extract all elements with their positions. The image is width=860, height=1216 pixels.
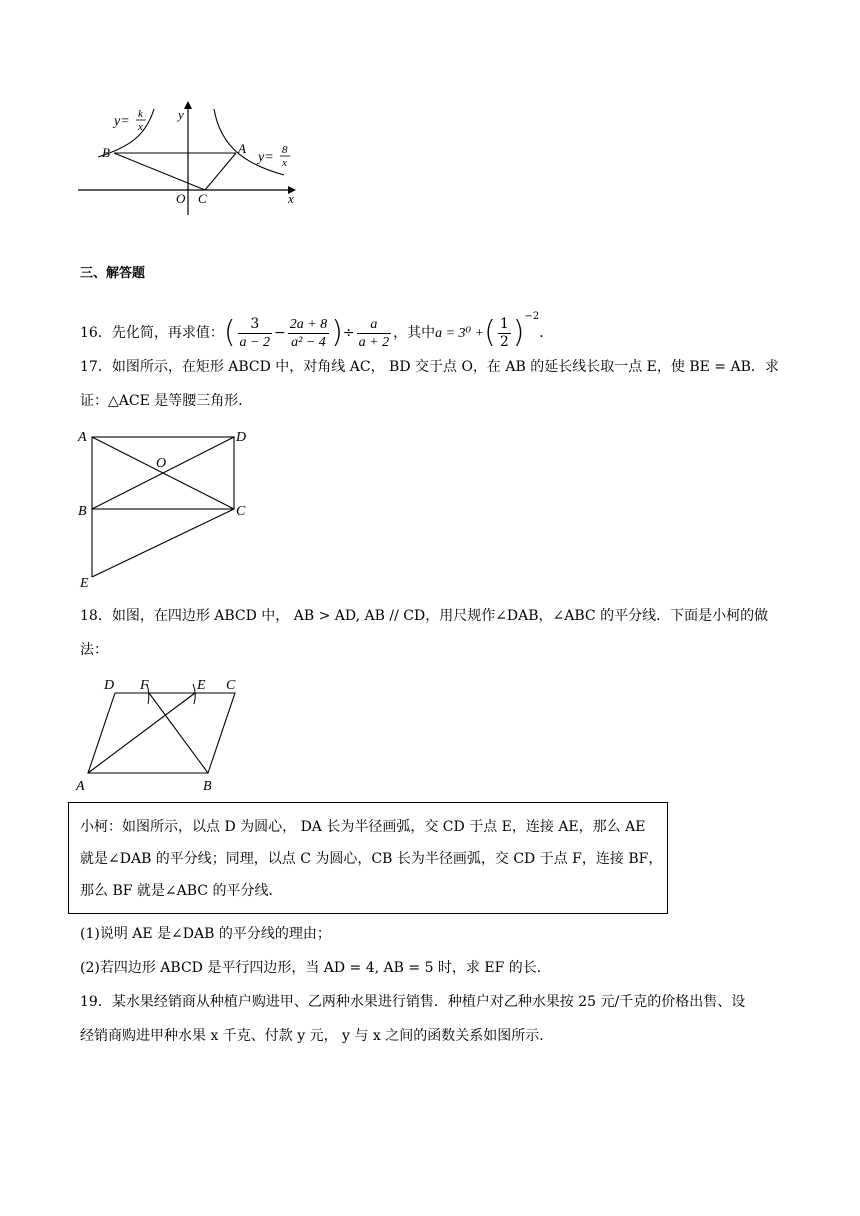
question-17-line2: 证：△ACE 是等腰三角形．: [80, 393, 253, 409]
label-A: A: [78, 430, 87, 445]
label-x-den2: x: [282, 157, 287, 169]
question-17-line1: 17．如图所示，在矩形 ABCD 中，对角线 AC， BD 交于点 O，在 AB 的延长线长取一点 E，使 BE = AB．求: [80, 359, 779, 375]
label-E: E: [80, 576, 89, 590]
label-B: B: [78, 504, 87, 519]
label-point-A: A: [238, 141, 246, 156]
question-19-line1: 19．某水果经销商从种植户购进甲、乙两种水果进行销售．种植户对乙种水果按 25 元/千克的价格出售、设: [80, 994, 746, 1010]
label-C: C: [226, 678, 236, 693]
label-point-B: B: [102, 145, 110, 160]
label-C: C: [236, 504, 246, 519]
q16-fraction-1: $\frac{3}{a - 2}$: [239, 315, 270, 350]
question-18-part-1: (1)说明 AE 是∠DAB 的平分线的理由；: [80, 926, 331, 942]
label-O: O: [156, 456, 167, 471]
q16-paren-close-2: ): [512, 315, 525, 350]
figure-17-rectangle: [72, 425, 262, 590]
q16-exponent: −2: [524, 311, 540, 322]
method-line-2: 就是∠DAB 的平分线；同理，以点 C 为圆心，CB 长为半径画弧，交 CD 于点 F，连接 BF，: [80, 851, 663, 867]
q16-fraction-2: $\frac{2a + 8}{\text{a² − 4}}$: [289, 316, 328, 350]
question-16: [80, 298, 554, 350]
q16-mid: ，其中: [393, 325, 436, 341]
q16-divide: ÷: [342, 325, 355, 341]
question-18-part-2: (2)若四边形 ABCD 是平行四边形，当 AD = 4, AB = 5 时，求 EF 的长．: [80, 960, 551, 976]
label-point-C: C: [198, 191, 207, 206]
segment-BC: [114, 153, 205, 190]
label-y-eq-8-over-x: y=: [258, 150, 274, 165]
label-x-den: x: [138, 121, 143, 133]
label-B: B: [203, 779, 212, 794]
q16-paren-open: (: [223, 315, 236, 350]
label-A: A: [76, 779, 85, 794]
label-D: D: [104, 678, 115, 693]
segment-CE: [92, 509, 234, 577]
label-point-O: O: [176, 191, 186, 206]
method-box: [68, 802, 668, 914]
q16-minus: −: [274, 325, 286, 341]
method-line-3: 那么 BF 就是∠ABC 的平分线．: [80, 883, 283, 899]
label-E: E: [197, 678, 206, 693]
label-x-axis: x: [288, 191, 294, 206]
figure-15-hyperbola: [70, 95, 310, 220]
label-k: k: [138, 108, 143, 120]
segment-AC: [205, 153, 236, 190]
figure-18-quadrilateral: [70, 672, 260, 797]
hyperbola-right: [214, 109, 284, 175]
q16-end: ．: [539, 325, 554, 341]
section-title: 三、解答题: [80, 266, 146, 281]
q16-paren-open-2: (: [484, 315, 496, 350]
label-F: F: [140, 678, 149, 693]
y-axis-arrow: [184, 101, 192, 109]
method-line-1: 小柯：如图所示，以点 D 为圆心， DA 长为半径画弧，交 CD 于点 E，连接 AE，那么 AE: [80, 819, 646, 835]
label-D: D: [236, 430, 247, 445]
label-y-axis: y: [178, 107, 184, 122]
q16-fraction-3: $\frac{a}{a + 2}$: [358, 316, 390, 350]
q16-expr: a = 3⁰ +: [435, 326, 485, 341]
quadrilateral-ABCD: [88, 693, 235, 773]
label-8: 8: [282, 144, 288, 156]
question-18-line2: 法：: [80, 642, 108, 658]
question-19-line2: 经销商购进甲种水果 x 千克、付款 y 元， y 与 x 之间的函数关系如图所示．: [80, 1028, 554, 1044]
q16-paren-close: ): [331, 315, 343, 350]
q16-fraction-4: $\frac{1}{2}$: [499, 315, 509, 350]
q16-prefix: 16．先化简，再求值：: [80, 325, 224, 341]
question-18-line1: 18．如图，在四边形 ABCD 中， AB > AD, AB // CD，用尺规作∠DAB，∠ABC 的平分线．下面是小柯的做: [80, 608, 769, 624]
label-y-eq-k-over-x: y=: [114, 114, 130, 129]
